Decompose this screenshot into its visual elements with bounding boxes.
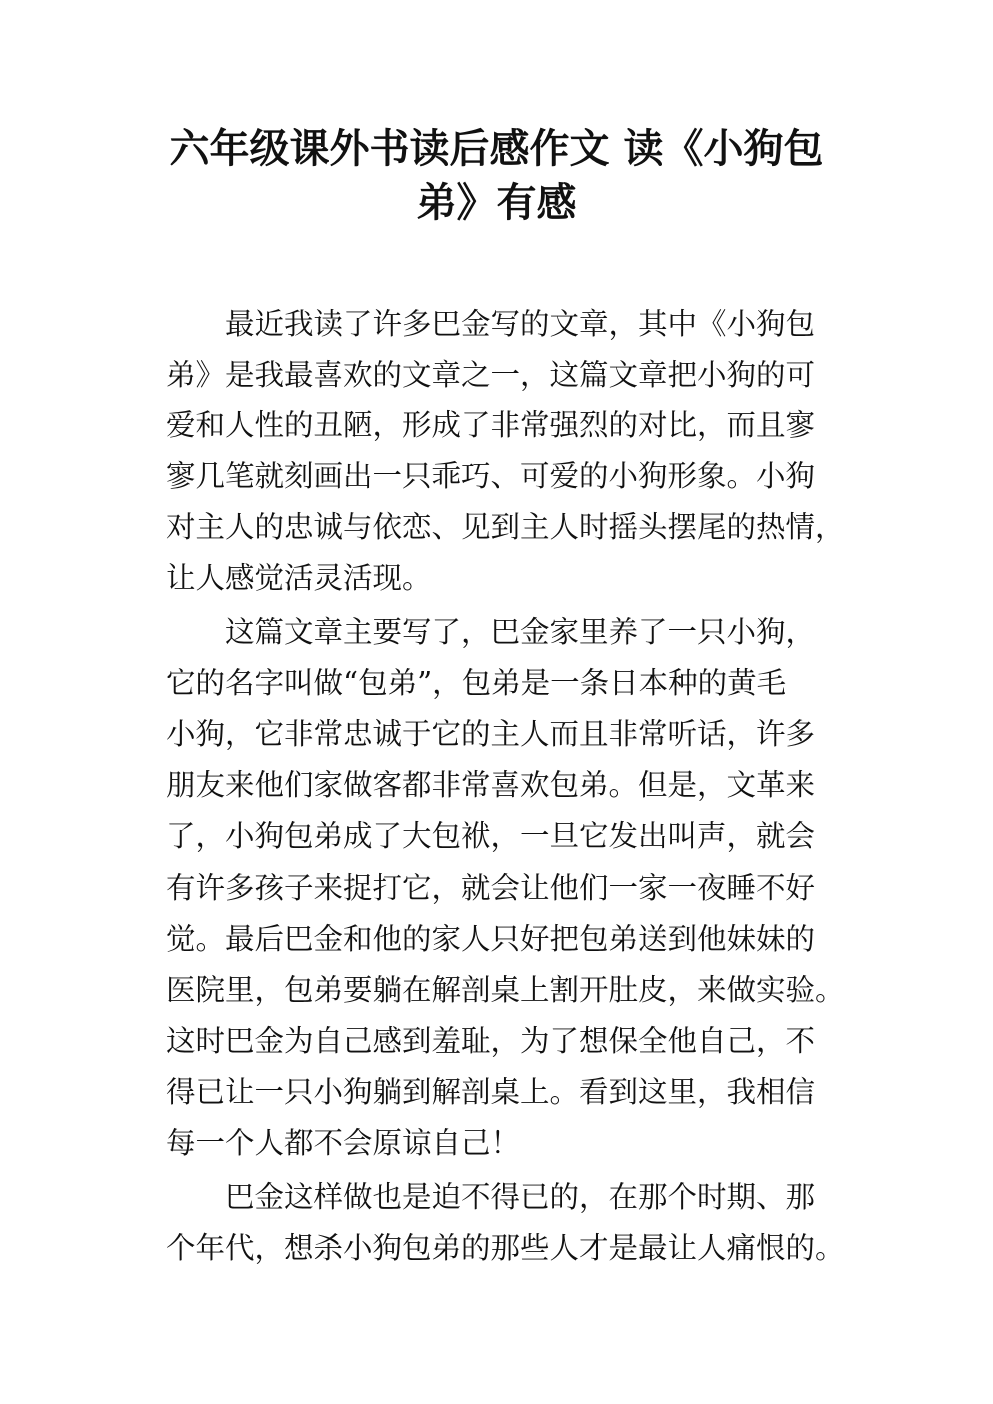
paragraph-1-line-2: 弟》是我最喜欢的文章之一，这篇文章把小狗的可 — [166, 358, 816, 392]
title-line-1: 六年级课外书读后感作文 读《小狗包 — [169, 126, 824, 172]
paragraph-1-line-4: 寥几笔就刻画出一只乖巧、可爱的小狗形象。小狗 — [166, 459, 816, 493]
paragraph-2-line-1: 这篇文章主要写了，巴金家里养了一只小狗， — [225, 615, 816, 649]
paragraph-2-line-6: 有许多孩子来捉打它，就会让他们一家一夜睡不好 — [166, 871, 816, 905]
paragraph-1-line-1: 最近我读了许多巴金写的文章，其中《小狗包 — [225, 307, 816, 341]
paragraph-3-line-1: 巴金这样做也是迫不得已的，在那个时期、那 — [225, 1180, 816, 1214]
paragraph-2-line-7: 觉。最后巴金和他的家人只好把包弟送到他妹妹的 — [166, 922, 816, 956]
paragraph-2-line-8: 医院里，包弟要躺在解剖桌上割开肚皮，来做实验。 — [166, 973, 845, 1007]
paragraph-2-line-3: 小狗，它非常忠诚于它的主人而且非常听话，许多 — [166, 717, 816, 751]
paragraph-1-line-5: 对主人的忠诚与依恋、见到主人时摇头摆尾的热情， — [166, 510, 845, 544]
paragraph-2-line-10: 得已让一只小狗躺到解剖桌上。看到这里，我相信 — [166, 1075, 816, 1109]
paragraph-1-line-6: 让人感觉活灵活现。 — [166, 561, 432, 595]
paragraph-3-line-2: 个年代，想杀小狗包弟的那些人才是最让人痛恨的。 — [166, 1231, 845, 1265]
paragraph-2-line-2: 它的名字叫做“包弟”，包弟是一条日本种的黄毛 — [166, 666, 787, 700]
paragraph-2-line-11: 每一个人都不会原谅自己！ — [166, 1126, 521, 1160]
paragraph-1-line-3: 爱和人性的丑陋，形成了非常强烈的对比，而且寥 — [166, 408, 816, 442]
paragraph-2-line-4: 朋友来他们家做客都非常喜欢包弟。但是，文革来 — [166, 768, 816, 802]
title-line-2: 弟》有感 — [416, 180, 577, 226]
document-title — [150, 122, 843, 230]
paragraph-2-line-9: 这时巴金为自己感到羞耻，为了想保全他自己，不 — [166, 1024, 816, 1058]
paragraph-2-line-5: 了，小狗包弟成了大包袱，一旦它发出叫声，就会 — [166, 819, 816, 853]
